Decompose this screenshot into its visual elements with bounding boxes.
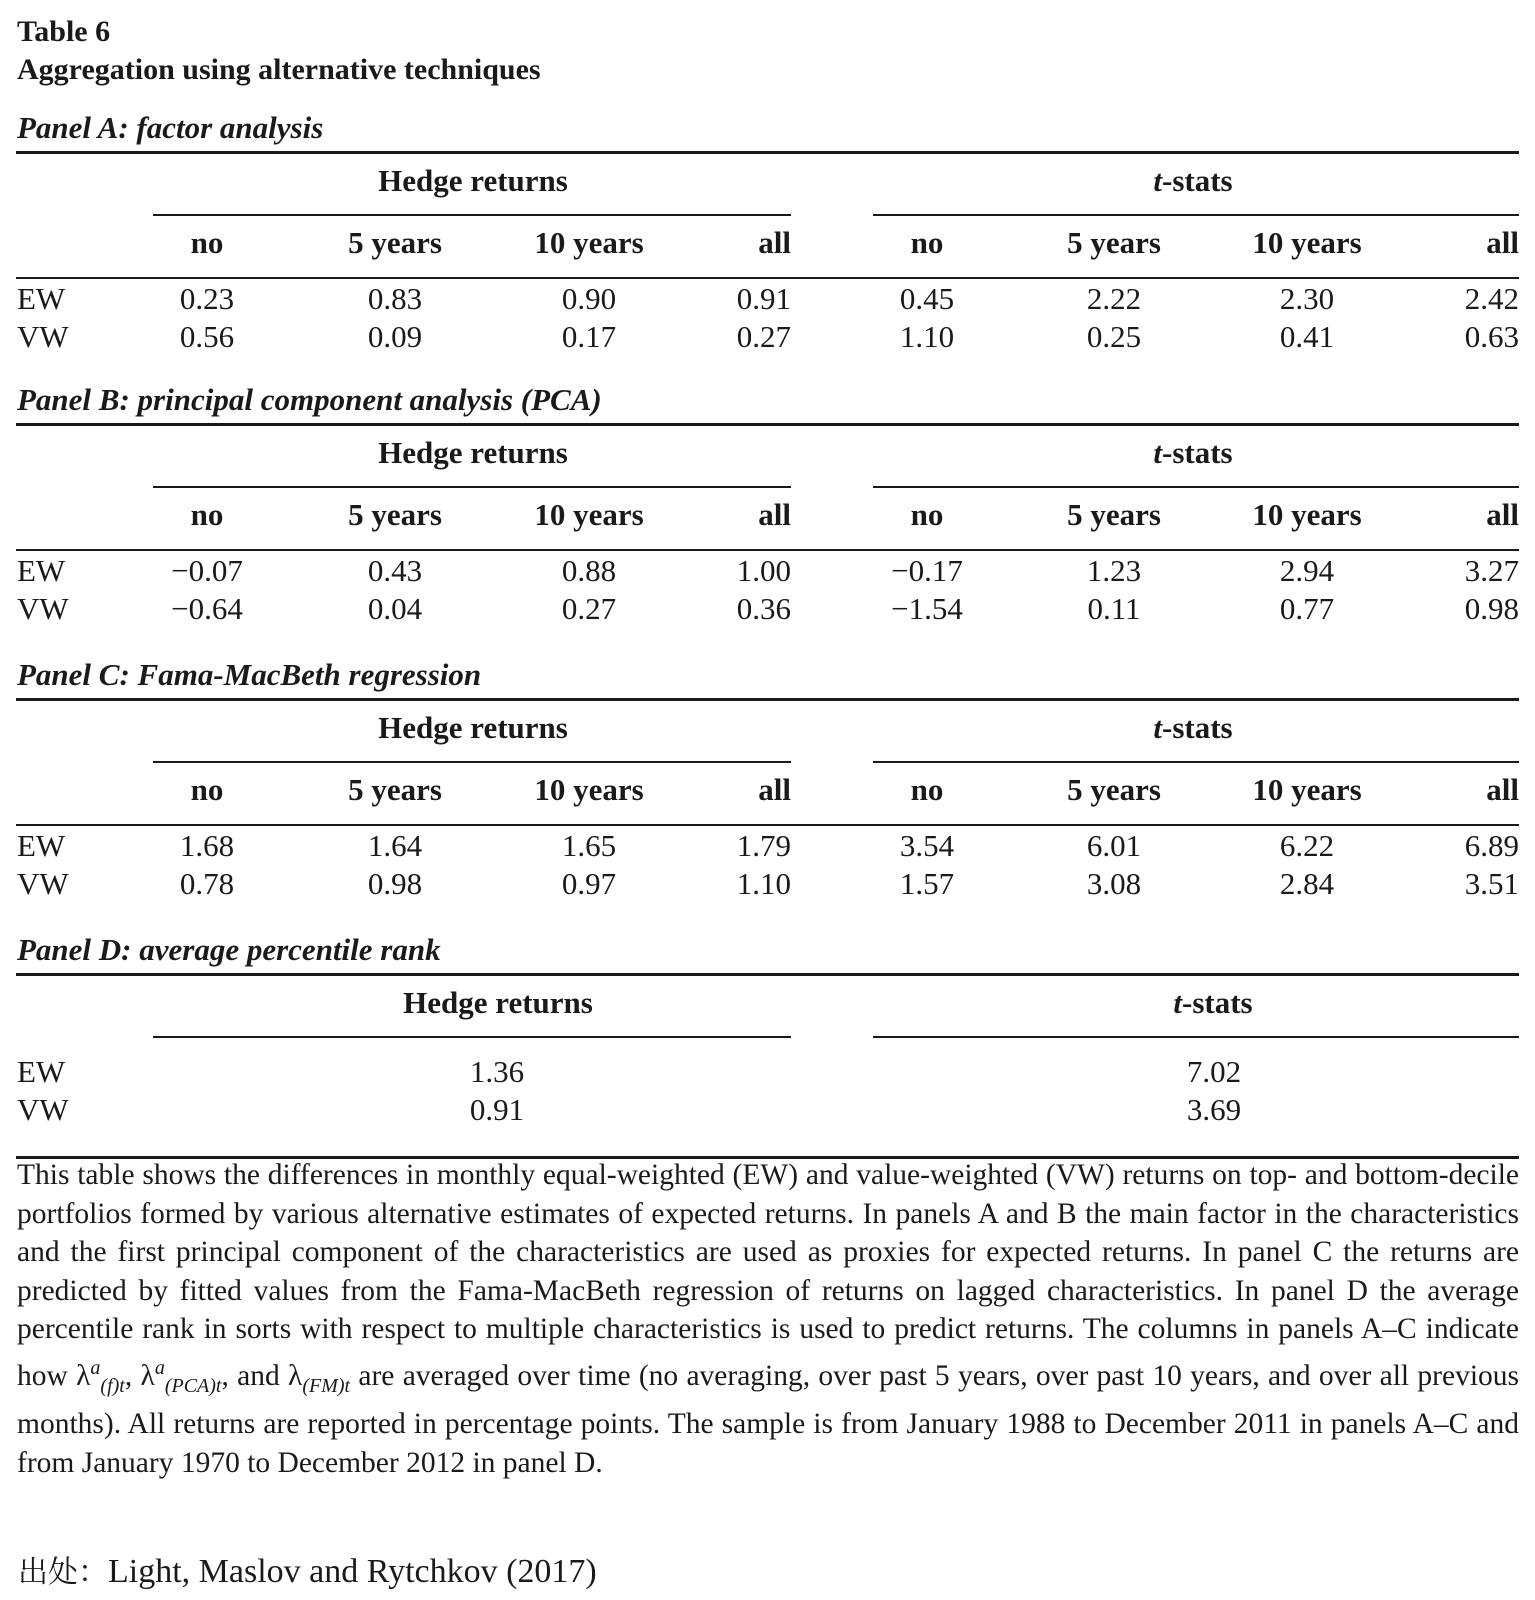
group-header: Hedge returns bbox=[403, 985, 593, 1020]
lambda-fm: $\lambda_{(FM)t}$ bbox=[288, 1359, 351, 1397]
table-cell: 0.91 bbox=[469, 1092, 525, 1127]
note-text-1: This table shows the differences in monthly equal-weighted (EW) and value-weighted (VW) returns on top- and bottom-decile portfolios formed by various alternative estimates of expected returns. In panels A and B the main factor in the characteristics and the first principal component of the characteristics are used as proxies for expected returns. In panel C the returns are predicted by fitted values from the Fama-MacBeth regression of returns on lagged characteristics. In panel D the average percentile rank in sorts with respect to multiple characteristics is used to predict returns. The columns in panels A–C indicate how bbox=[17, 1159, 1519, 1392]
table-cell: 0.77 bbox=[1279, 591, 1335, 626]
table-cell: 1.65 bbox=[561, 828, 617, 863]
table-cell: −0.17 bbox=[891, 553, 963, 588]
table-cell: 2.22 bbox=[1086, 281, 1142, 316]
table-caption: Aggregation using alternative techniques bbox=[17, 53, 541, 86]
table-note: This table shows the differences in monthly equal-weighted (EW) and value-weighted (VW) returns on top- and bottom-decile portfolios formed by various alternative estimates of expected returns. In panels A and B the main factor in the characteristics and the first principal component of the characteristics are used as proxies for expected returns. In panel C the returns are predicted by fitted values from the Fama-MacBeth regression of returns on lagged characteristics. In panel D the average percentile rank in sorts with respect to multiple characteristics is used to predict returns. The columns in panels A–C indicate how $\lambda^a_{(f)t}$, $\lambda^a_{(PCA)t}$, and $\lambda_{(FM)t}$ are averaged over time (no averaging, over past 5 years, over past 10 years, and over all previous months). All returns are reported in percentage points. The sample is from January 1988 to December 2011 in panels A–C and from January 1970 to December 2012 in panel D. bbox=[17, 1159, 1520, 1479]
column-header: 5 years bbox=[1067, 225, 1161, 260]
table-cell: 2.94 bbox=[1279, 553, 1335, 588]
table-cell: 1.57 bbox=[899, 866, 955, 901]
column-header: 10 years bbox=[1252, 225, 1362, 260]
column-header: 5 years bbox=[348, 497, 442, 532]
row-label: EW bbox=[17, 553, 66, 588]
table-number: Table 6 bbox=[17, 15, 111, 48]
table-cell: 1.64 bbox=[367, 828, 423, 863]
column-header: no bbox=[910, 225, 944, 260]
table-cell: 1.68 bbox=[179, 828, 235, 863]
group-header: t-stats bbox=[1153, 163, 1233, 198]
header-rule bbox=[16, 549, 1519, 551]
group-underline bbox=[873, 1036, 1519, 1038]
column-header: 10 years bbox=[534, 772, 644, 807]
table-cell: 1.10 bbox=[899, 319, 955, 354]
lambda-pca: $\lambda^a_{(PCA)t}$ bbox=[140, 1356, 222, 1397]
row-label: EW bbox=[17, 828, 66, 863]
table-cell: 0.88 bbox=[561, 553, 617, 588]
panel-top-rule bbox=[16, 698, 1519, 701]
table-cell: 0.11 bbox=[1087, 591, 1141, 626]
group-header: t-stats bbox=[1173, 985, 1253, 1020]
column-header: 5 years bbox=[348, 772, 442, 807]
table-cell: −0.64 bbox=[171, 591, 243, 626]
table-cell: 0.97 bbox=[561, 866, 617, 901]
table-cell: 0.91 bbox=[736, 281, 791, 316]
row-label: EW bbox=[17, 1054, 66, 1089]
group-header: Hedge returns bbox=[378, 163, 568, 198]
table-cell: 1.23 bbox=[1086, 553, 1142, 588]
row-label: VW bbox=[17, 866, 69, 901]
table-cell: 0.98 bbox=[367, 866, 423, 901]
table-cell: 6.22 bbox=[1279, 828, 1335, 863]
column-header: 5 years bbox=[348, 225, 442, 260]
panel-top-rule bbox=[16, 423, 1519, 426]
group-underline bbox=[153, 761, 791, 763]
column-header: 10 years bbox=[1252, 497, 1362, 532]
source-text: Light, Maslov and Rytchkov (2017) bbox=[108, 1553, 597, 1590]
column-header: no bbox=[190, 225, 224, 260]
group-header: t-stats bbox=[1153, 710, 1233, 745]
panel-top-rule bbox=[16, 973, 1519, 976]
column-header: all bbox=[1486, 772, 1519, 807]
header-rule bbox=[16, 824, 1519, 826]
table-cell: 0.27 bbox=[736, 319, 791, 354]
table-cell: 0.36 bbox=[736, 591, 791, 626]
header-rule bbox=[16, 277, 1519, 279]
table-cell: 0.78 bbox=[179, 866, 235, 901]
column-header: 5 years bbox=[1067, 772, 1161, 807]
row-label: VW bbox=[17, 1092, 69, 1127]
table-cell: 0.17 bbox=[561, 319, 617, 354]
table-cell: 0.41 bbox=[1279, 319, 1335, 354]
group-underline bbox=[153, 1036, 791, 1038]
panel-title: Panel B: principal component analysis (PCA) bbox=[17, 382, 602, 417]
panel-top-rule bbox=[16, 151, 1519, 154]
table-cell: 0.09 bbox=[367, 319, 423, 354]
table-cell: 2.42 bbox=[1464, 281, 1519, 316]
table-cell: 0.27 bbox=[561, 591, 617, 626]
column-header: 10 years bbox=[1252, 772, 1362, 807]
row-label: VW bbox=[17, 319, 69, 354]
column-header: no bbox=[910, 772, 944, 807]
group-underline bbox=[153, 214, 791, 216]
group-underline bbox=[873, 761, 1519, 763]
column-header: 10 years bbox=[534, 497, 644, 532]
column-header: all bbox=[1486, 497, 1519, 532]
panel-title: Panel D: average percentile rank bbox=[17, 932, 441, 967]
table-cell: 0.25 bbox=[1086, 319, 1142, 354]
table-cell: 3.08 bbox=[1086, 866, 1142, 901]
column-header: no bbox=[190, 772, 224, 807]
table-cell: 0.43 bbox=[367, 553, 423, 588]
table-cell: 1.00 bbox=[736, 553, 791, 588]
row-label: EW bbox=[17, 281, 66, 316]
table-cell: 0.83 bbox=[367, 281, 423, 316]
group-underline bbox=[873, 486, 1519, 488]
table-cell: 2.30 bbox=[1279, 281, 1335, 316]
column-header: all bbox=[758, 225, 791, 260]
table-cell: 0.56 bbox=[179, 319, 235, 354]
table-cell: 6.89 bbox=[1464, 828, 1519, 863]
table-cell: 0.90 bbox=[561, 281, 617, 316]
source-citation bbox=[18, 1552, 597, 1593]
table-cell: 1.36 bbox=[469, 1054, 525, 1089]
source-label: 出处： bbox=[18, 1555, 108, 1590]
group-underline bbox=[873, 214, 1519, 216]
row-label: VW bbox=[17, 591, 69, 626]
column-header: all bbox=[758, 772, 791, 807]
table-cell: 3.69 bbox=[1186, 1092, 1242, 1127]
table-cell: 1.79 bbox=[736, 828, 791, 863]
table-cell: 3.54 bbox=[899, 828, 955, 863]
group-underline bbox=[153, 486, 791, 488]
column-header: 5 years bbox=[1067, 497, 1161, 532]
table-cell: 7.02 bbox=[1186, 1054, 1242, 1089]
column-header: no bbox=[190, 497, 224, 532]
table-cell: 3.51 bbox=[1464, 866, 1519, 901]
table-cell: 0.98 bbox=[1464, 591, 1519, 626]
column-header: no bbox=[910, 497, 944, 532]
group-header: t-stats bbox=[1153, 435, 1233, 470]
table-cell: 0.23 bbox=[179, 281, 235, 316]
table-cell: 0.63 bbox=[1464, 319, 1519, 354]
table-cell: −1.54 bbox=[891, 591, 963, 626]
table-cell: 1.10 bbox=[736, 866, 791, 901]
table-cell: 0.45 bbox=[899, 281, 955, 316]
panel-title: Panel C: Fama-MacBeth regression bbox=[17, 657, 482, 692]
table-cell: 2.84 bbox=[1279, 866, 1335, 901]
column-header: all bbox=[758, 497, 791, 532]
panel-title: Panel A: factor analysis bbox=[17, 110, 324, 145]
table-cell: 6.01 bbox=[1086, 828, 1142, 863]
column-header: 10 years bbox=[534, 225, 644, 260]
table-cell: 3.27 bbox=[1464, 553, 1519, 588]
note-text-2: are averaged over time (no averaging, over past 5 years, over past 10 years, and over all previous months). All returns are reported in percentage points. The sample is from January 1988 to December 2011 in panels A–C and from January 1970 to December 2012 in panel D. bbox=[17, 1359, 1520, 1479]
group-header: Hedge returns bbox=[378, 435, 568, 470]
column-header: all bbox=[1486, 225, 1519, 260]
group-header: Hedge returns bbox=[378, 710, 568, 745]
table-cell: −0.07 bbox=[171, 553, 243, 588]
lambda-f: $\lambda^a_{(f)t}$ bbox=[76, 1356, 125, 1397]
table-cell: 0.04 bbox=[367, 591, 423, 626]
